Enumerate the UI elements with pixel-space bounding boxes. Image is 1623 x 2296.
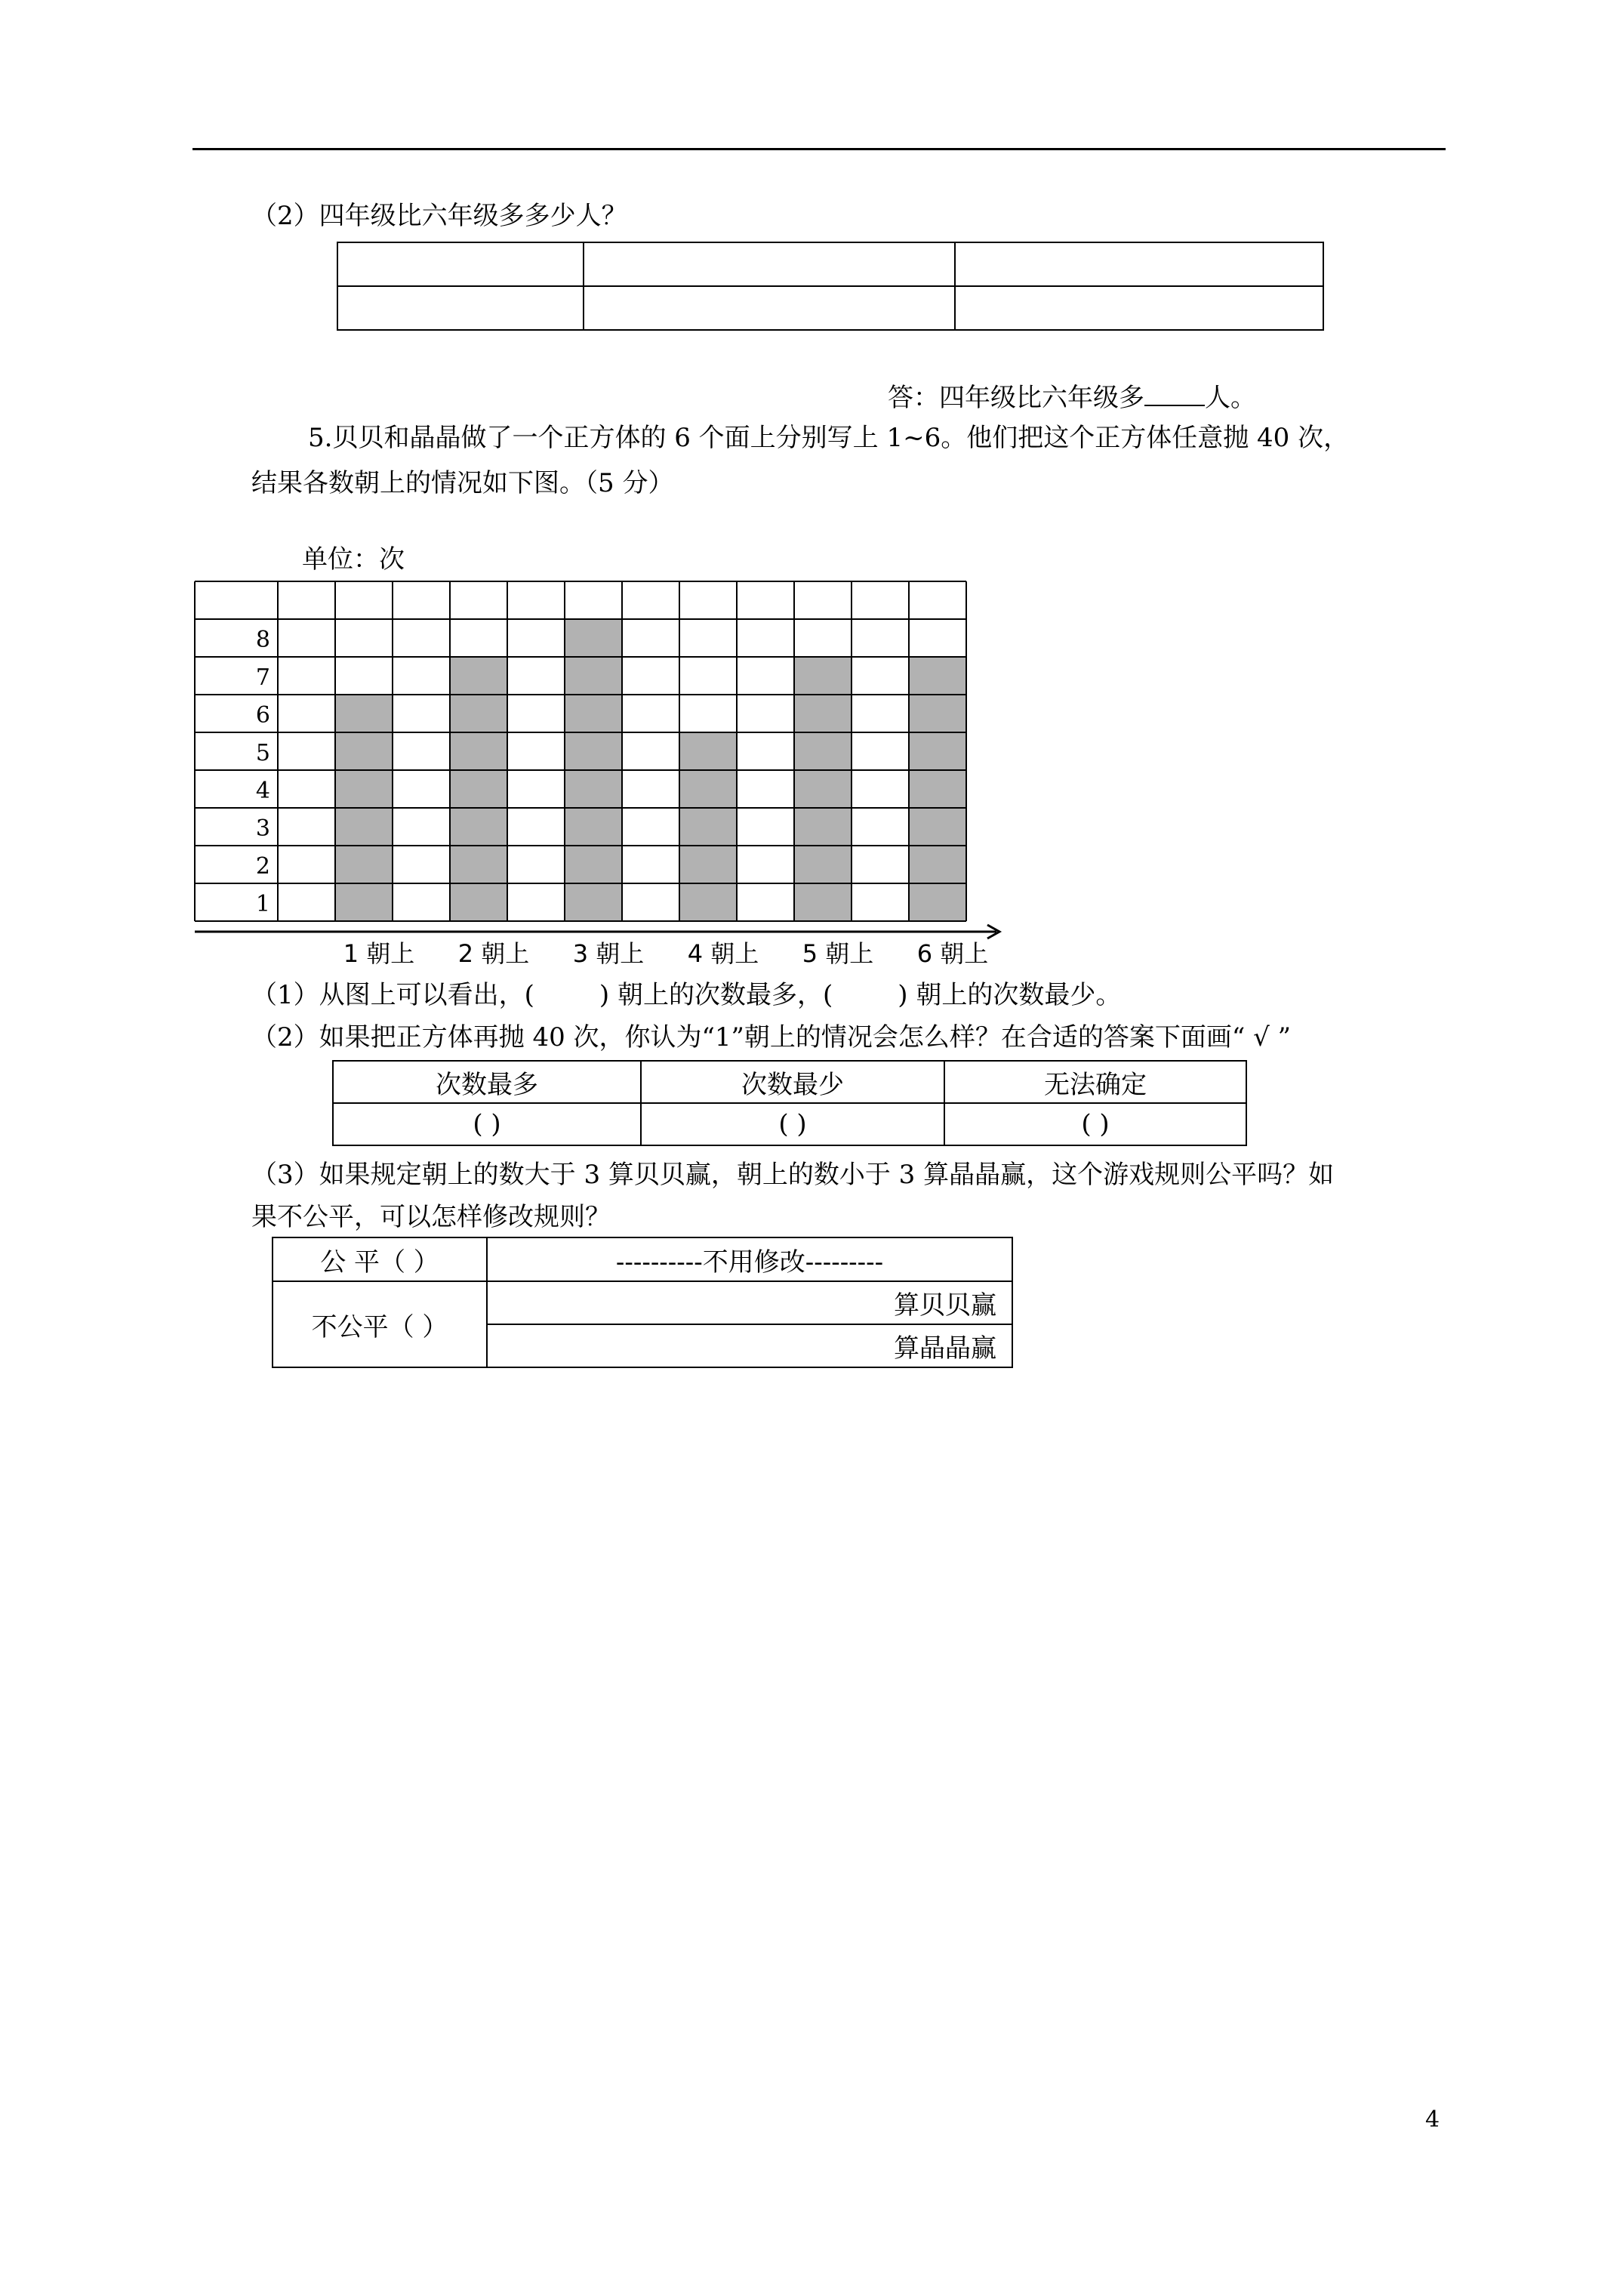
sub2-table bbox=[332, 1060, 1247, 1146]
sub3-line1: （3）如果规定朝上的数大于 3 算贝贝赢，朝上的数小于 3 算晶晶赢，这个游戏规则公平吗？如 bbox=[251, 1160, 1335, 1190]
header-rule bbox=[192, 148, 1446, 150]
chart-x-tick: 1 朝上 bbox=[343, 939, 415, 968]
sub1-part3: ) 朝上的次数最少。 bbox=[898, 980, 1122, 1010]
chart-y-tick: 5 bbox=[255, 740, 270, 766]
q2-cell[interactable] bbox=[955, 286, 1323, 330]
sub3-fair-cell[interactable]: 公 平（ ） bbox=[273, 1237, 487, 1281]
q2-answer-prefix: 答：四年级比六年级多 bbox=[888, 383, 1144, 413]
chart-x-tick: 4 朝上 bbox=[687, 939, 759, 968]
sub3-unfair-cell[interactable]: 不公平（ ） bbox=[273, 1281, 487, 1367]
q2-title: （2）四年级比六年级多多少人？ bbox=[251, 201, 627, 231]
chart-x-tick: 2 朝上 bbox=[457, 939, 530, 968]
q2-cell[interactable] bbox=[337, 242, 584, 286]
sub2-answer-least[interactable]: ( ) bbox=[641, 1103, 944, 1145]
sub3-table bbox=[272, 1237, 1013, 1368]
sub2-header-most: 次数最多 bbox=[333, 1061, 641, 1103]
chart-unit-label: 单位：次 bbox=[302, 544, 405, 575]
chart-y-tick: 8 bbox=[255, 627, 270, 653]
q2-answer-line bbox=[888, 379, 1256, 415]
chart-y-tick: 6 bbox=[255, 702, 270, 729]
q2-answer-table bbox=[337, 242, 1324, 331]
sub1-part2: ) 朝上的次数最多，( bbox=[599, 980, 833, 1010]
sub3-no-change: ----------不用修改--------- bbox=[487, 1237, 1012, 1281]
q2-cell[interactable] bbox=[584, 242, 955, 286]
chart-bar bbox=[679, 732, 737, 921]
chart-x-tick: 3 朝上 bbox=[572, 939, 645, 968]
sub3-line2: 果不公平，可以怎样修改规则？ bbox=[251, 1202, 611, 1232]
q5-line1: 5.贝贝和晶晶做了一个正方体的 6 个面上分别写上 1~6。他们把这个正方体任意抛 40 次， bbox=[308, 423, 1350, 453]
sub2-answer-most[interactable]: ( ) bbox=[333, 1103, 641, 1145]
sub1-part1: （1）从图上可以看出，( bbox=[251, 980, 534, 1010]
q2-cell[interactable] bbox=[955, 242, 1323, 286]
chart-y-tick: 1 bbox=[255, 891, 270, 917]
sub3-jing-wins[interactable]: 算晶晶赢 bbox=[487, 1324, 1012, 1367]
q2-answer-blank[interactable] bbox=[1144, 379, 1205, 406]
sub1-line bbox=[251, 978, 1121, 1012]
chart-x-tick: 5 朝上 bbox=[802, 939, 874, 968]
chart-bar bbox=[450, 657, 507, 921]
chart-y-tick: 4 bbox=[255, 778, 270, 804]
chart-x-tick: 6 朝上 bbox=[916, 939, 989, 968]
sub3-bei-wins[interactable]: 算贝贝赢 bbox=[487, 1281, 1012, 1324]
chart-y-tick: 2 bbox=[255, 853, 270, 880]
dice-bar-chart bbox=[226, 529, 1117, 968]
page-number: 4 bbox=[1425, 2106, 1440, 2133]
sub2-header-unsure: 无法确定 bbox=[944, 1061, 1246, 1103]
chart-y-tick: 3 bbox=[255, 815, 270, 842]
q5-line2: 结果各数朝上的情况如下图。（5 分） bbox=[251, 468, 674, 498]
sub2-header-least: 次数最少 bbox=[641, 1061, 944, 1103]
q2-cell[interactable] bbox=[337, 286, 584, 330]
chart-y-tick: 7 bbox=[255, 664, 270, 691]
chart-bar bbox=[794, 657, 852, 921]
sub2-answer-unsure[interactable]: ( ) bbox=[944, 1103, 1246, 1145]
q2-answer-suffix: 人。 bbox=[1205, 383, 1256, 413]
q2-cell[interactable] bbox=[584, 286, 955, 330]
sub2-text: （2）如果把正方体再抛 40 次，你认为“1”朝上的情况会怎么样？在合适的答案下面画“ √ ” bbox=[251, 1022, 1291, 1052]
chart-bar bbox=[909, 657, 966, 921]
